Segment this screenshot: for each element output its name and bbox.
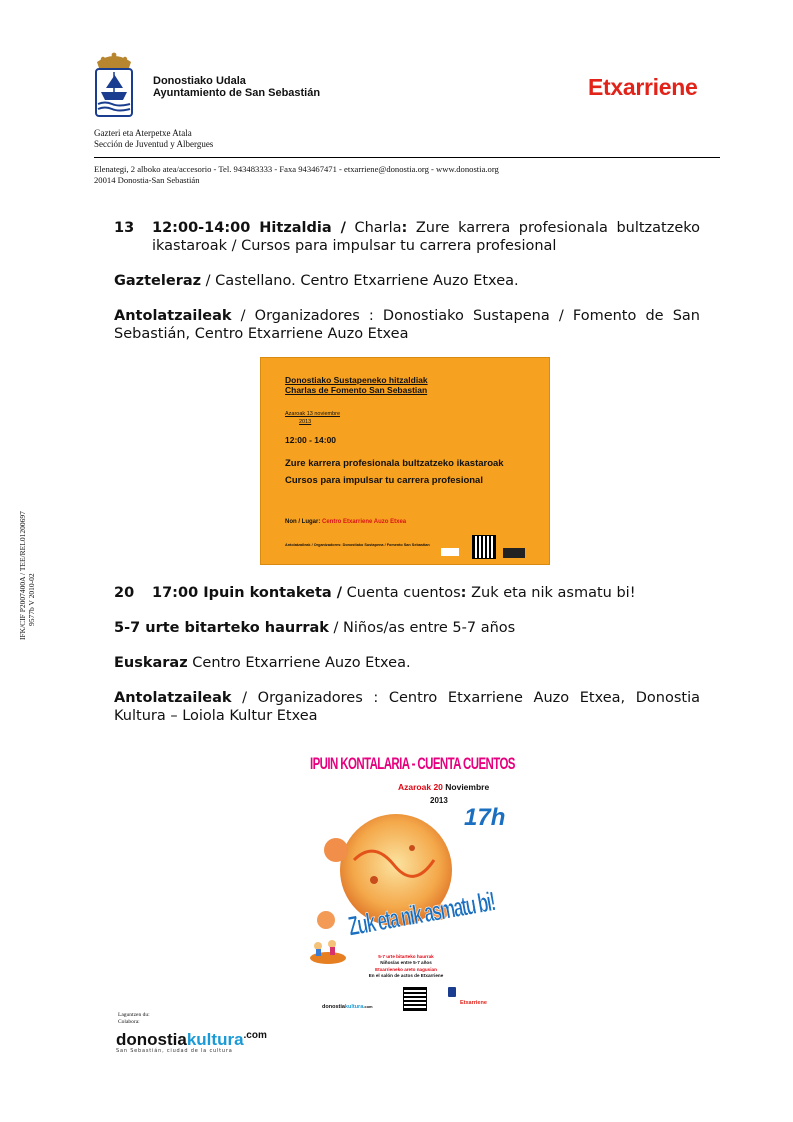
event2-organizers-label: Antolatzaileak <box>114 690 232 706</box>
poster1-place <box>285 519 406 525</box>
event1-language-text: / Castellano. Centro Etxarriene Auzo Etxea. <box>201 273 519 289</box>
section-line2: Sección de Juventud y Albergues <box>94 139 214 149</box>
event2-language-text: Centro Etxarriene Auzo Etxea. <box>187 655 411 671</box>
poster2-date-post: Noviembre <box>442 782 490 792</box>
poster1-organizers: Antolatzaileak / Organizadores: Donostiako Sustapena / Fomento San Sebastian <box>285 543 430 547</box>
collaborator-label2: Colabora: <box>118 1019 140 1025</box>
poster2-title: IPUIN KONTALARIA - CUENTA CUENTOS <box>310 756 515 774</box>
poster2-info1: 5-7 urte bitarteko haurrak <box>378 954 434 959</box>
city-crest-logo <box>93 52 135 118</box>
event1-organizers <box>114 307 700 343</box>
donostiakultura-logo <box>116 1030 267 1050</box>
side-code-line1: IFK/CIF P2007400A / TEE/REL01200697 <box>18 511 27 640</box>
poster1-date1: Azaroak 13 noviembre <box>285 411 341 417</box>
poster1-place-text: Centro Etxarriene Auzo Etxea <box>320 519 407 525</box>
section-line1: Gazteri eta Aterpetxe Atala <box>94 128 192 138</box>
poster2-brand: Etxarriene <box>460 1000 487 1006</box>
poster1-logo-small <box>441 548 459 556</box>
side-code-line2: 9577b V 2010-02 <box>27 573 36 626</box>
poster1-line2: Cursos para impulsar tu carrera profesional <box>285 475 483 486</box>
poster-cuentacuentos <box>306 742 515 1032</box>
poster2-logo-a: donostia <box>322 1004 345 1010</box>
event2-language-label: Euskaraz <box>114 655 188 671</box>
collaborator-label1: Laguntzen du: <box>118 1012 150 1018</box>
poster-charla <box>260 357 550 565</box>
address-block <box>94 164 499 186</box>
footer-logo-c: .com <box>243 1030 267 1041</box>
poster1-title <box>285 375 428 395</box>
brand-title: Etxarriene <box>588 74 698 100</box>
event2-colon: : <box>460 585 467 601</box>
poster2-children-figures <box>308 938 348 964</box>
org-name <box>153 75 320 99</box>
poster2-date-pre: Azaroak <box>398 782 434 792</box>
address-line2: 20014 Donostia-San Sebastián <box>94 175 200 185</box>
footer-logo-b: kultura <box>186 1030 244 1049</box>
poster2-hour: 17h <box>464 804 506 831</box>
poster2-info4: En el salón de actos de Etxarriene <box>368 972 444 978</box>
event1-type: Charla <box>345 220 402 236</box>
event2-age-text: / Niños/as entre 5-7 años <box>328 620 516 636</box>
header-divider <box>94 157 720 158</box>
poster2-date-num: 20 <box>433 782 443 792</box>
section-name <box>94 128 213 150</box>
event1-heading <box>114 219 700 255</box>
poster1-place-label: Non / Lugar: <box>285 519 321 525</box>
event2-description: Zuk eta nik asmatu bi! <box>466 585 636 601</box>
event1-time-title: 12:00-14:00 Hitzaldia / <box>152 220 346 236</box>
collaborator-label <box>118 1012 150 1026</box>
poster2-crest-icon <box>448 987 456 997</box>
poster2-date <box>398 782 489 792</box>
event2-age-label: 5-7 urte bitarteko haurrak <box>114 620 329 636</box>
event1-day: 13 <box>114 220 135 236</box>
poster1-title1: Donostiako Sustapeneko hitzaldiak <box>285 375 428 385</box>
poster1-line1: Zure karrera profesionala bultzatzeko ikastaroak <box>285 458 504 469</box>
event1-language-label: Gazteleraz <box>114 273 202 289</box>
poster1-title2: Charlas de Fomento San Sebastian <box>285 385 428 395</box>
poster2-logo-c: .com <box>363 1004 373 1009</box>
event1-colon: : <box>401 220 408 236</box>
org-name-line2: Ayuntamiento de San Sebastián <box>153 87 321 99</box>
footer-logo-a: donostia <box>116 1030 187 1049</box>
event2-time-title: 17:00 Ipuin kontaketa / <box>152 585 343 601</box>
poster2-slogan: Zuk eta nik asmatu bi! <box>346 886 497 942</box>
poster2-year: 2013 <box>430 796 448 805</box>
event1-organizers-text: / Organizadores : Donostiako Sustapena / Fomento de San Sebastián, Centro Etxarriene Auzo Etxea <box>114 308 700 342</box>
event1-language <box>114 272 700 290</box>
event2-day: 20 <box>114 585 135 601</box>
side-reference-code <box>18 511 36 640</box>
poster2-qr-code <box>404 988 426 1010</box>
event2-language <box>114 654 700 672</box>
event2-organizers-text: / Organizadores : Centro Etxarriene Auzo Etxea, Donostia Kultura – Loiola Kultur Etxea <box>114 690 700 724</box>
poster2-info <box>346 954 466 979</box>
poster2-info3: Etxarrieneko areto nagusian <box>375 966 437 972</box>
poster1-time: 12:00 - 14:00 <box>285 435 337 445</box>
poster1-date2: 2013 <box>299 419 312 425</box>
event2-age <box>114 619 700 637</box>
poster2-kultura-logo <box>322 1004 373 1010</box>
poster1-qr-code <box>473 536 495 558</box>
event1-description: Zure karrera profesionala bultzatzeko ikastaroak / Cursos para impulsar tu carrera profesional <box>152 220 701 254</box>
address-line1: Elenategi, 2 alboko atea/accesorio - Tel. 943483333 - Faxa 943467471 - etxarriene@donostia.org - www.donostia.org <box>94 164 499 174</box>
event2-type: Cuenta cuentos <box>342 585 461 601</box>
org-name-line1: Donostiako Udala <box>153 75 246 87</box>
event2-heading <box>114 584 700 602</box>
poster2-info2: Niños/as entre 5-7 años <box>380 960 432 966</box>
event1-organizers-label: Antolatzaileak <box>114 308 232 324</box>
poster2-logo-b: kultura <box>344 1004 364 1010</box>
event2-organizers <box>114 689 700 725</box>
donostiakultura-tagline: San Sebastián, ciudad de la cultura <box>116 1048 233 1054</box>
poster1-logo-dark <box>503 548 525 558</box>
poster1-date <box>285 410 340 426</box>
